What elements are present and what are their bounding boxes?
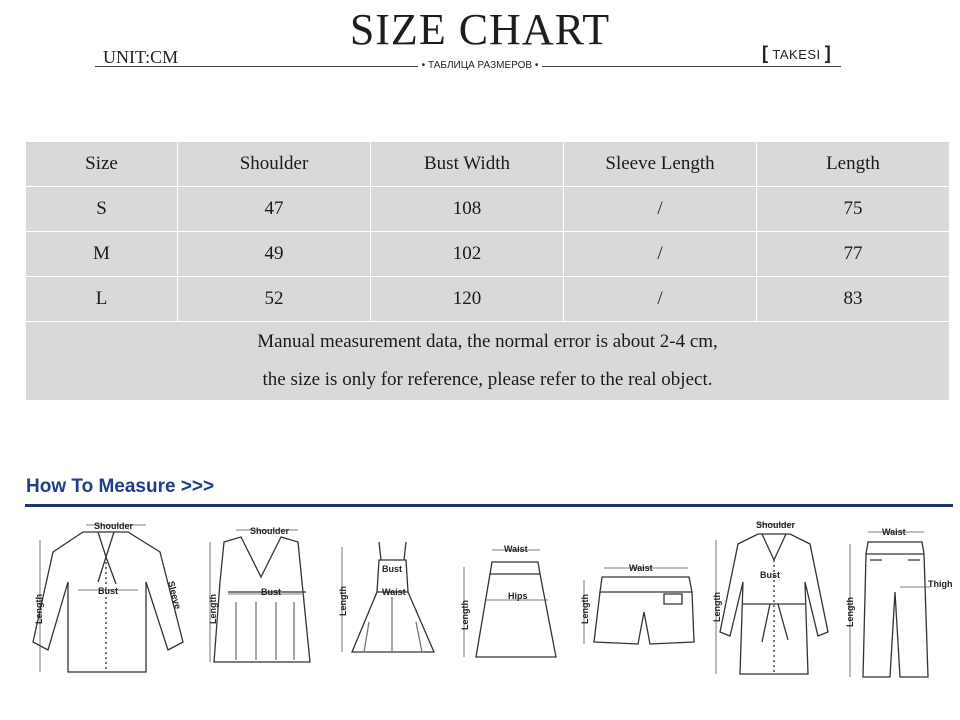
table-cell: / — [564, 232, 757, 277]
table-cell: 47 — [178, 187, 371, 232]
table-cell: 108 — [371, 187, 564, 232]
pants-thigh-label: Thigh — [928, 579, 953, 589]
header-shoulder: Shoulder — [178, 142, 371, 187]
dress-diagram — [334, 512, 444, 682]
table-cell: M — [26, 232, 178, 277]
table-cell: 49 — [178, 232, 371, 277]
unit-label: UNIT:CM — [103, 47, 179, 67]
table-cell: / — [564, 277, 757, 322]
coat-diagram — [710, 512, 835, 682]
skirt-waist-label: Waist — [504, 544, 528, 554]
blouse-bust-label: Bust — [98, 586, 118, 596]
pants-length-label: Length — [845, 597, 855, 627]
blouse-illustration — [28, 512, 198, 682]
pants-diagram — [838, 512, 956, 682]
table-cell: 102 — [371, 232, 564, 277]
size-table — [25, 141, 950, 401]
dress-illustration — [334, 512, 444, 682]
table-cell: 75 — [757, 187, 950, 232]
note-line-2: the size is only for reference, please refer to the real object. — [262, 369, 713, 390]
skirt-hips-label: Hips — [508, 591, 528, 601]
coat-length-label: Length — [712, 592, 722, 622]
table-header-row — [26, 142, 950, 187]
tank-top-diagram — [206, 512, 326, 682]
dress-waist-label: Waist — [382, 587, 406, 597]
table-cell: 52 — [178, 277, 371, 322]
dress-bust-label: Bust — [382, 564, 402, 574]
tank-top-shoulder-label: Shoulder — [250, 526, 290, 536]
tank-top-length-label: Length — [208, 594, 218, 624]
header-length: Length — [757, 142, 950, 187]
table-row — [26, 232, 950, 277]
how-to-measure-divider — [25, 504, 953, 507]
header-bust-width: Bust Width — [371, 142, 564, 187]
skirt-illustration — [456, 512, 566, 682]
shorts-waist-label: Waist — [629, 563, 653, 573]
table-cell: 77 — [757, 232, 950, 277]
blouse-diagram — [28, 512, 198, 682]
shorts-length-label: Length — [580, 594, 590, 624]
subtitle: • ТАБЛИЦА РАЗМЕРОВ • — [0, 60, 960, 71]
pants-illustration — [838, 512, 956, 682]
header — [0, 0, 960, 90]
page-title: SIZE CHART — [349, 5, 611, 54]
skirt-diagram — [456, 512, 566, 682]
table-row — [26, 187, 950, 232]
blouse-shoulder-label: Shoulder — [94, 521, 134, 531]
table-cell: L — [26, 277, 178, 322]
tank-top-bust-label: Bust — [261, 587, 281, 597]
table-cell: S — [26, 187, 178, 232]
table-row — [26, 277, 950, 322]
coat-illustration — [710, 512, 835, 682]
shorts-illustration — [574, 512, 704, 682]
measurement-note — [26, 322, 950, 401]
shorts-diagram — [574, 512, 704, 682]
table-cell: / — [564, 187, 757, 232]
table-note-row — [26, 322, 950, 401]
table-cell: 120 — [371, 277, 564, 322]
tank-top-illustration — [206, 512, 326, 682]
brand-bracket-open: [ — [762, 43, 769, 63]
note-line-1: Manual measurement data, the normal error is about 2-4 cm, — [257, 331, 718, 352]
header-sleeve-length: Sleeve Length — [564, 142, 757, 187]
coat-bust-label: Bust — [760, 570, 780, 580]
coat-shoulder-label: Shoulder — [756, 520, 796, 530]
table-cell: 83 — [757, 277, 950, 322]
pants-waist-label: Waist — [882, 527, 906, 537]
how-to-measure-title: How To Measure >>> — [26, 476, 215, 497]
subtitle-text: ТАБЛИЦА РАЗМЕРОВ — [427, 60, 533, 71]
skirt-length-label: Length — [460, 600, 470, 630]
header-size: Size — [26, 142, 178, 187]
blouse-length-label: Length — [34, 594, 44, 624]
blouse-sleeve-label: Sleeve — [166, 579, 184, 611]
brand-name: TAKESI — [772, 47, 821, 62]
brand-bracket-close: ] — [824, 43, 832, 63]
dress-length-label: Length — [338, 586, 348, 616]
